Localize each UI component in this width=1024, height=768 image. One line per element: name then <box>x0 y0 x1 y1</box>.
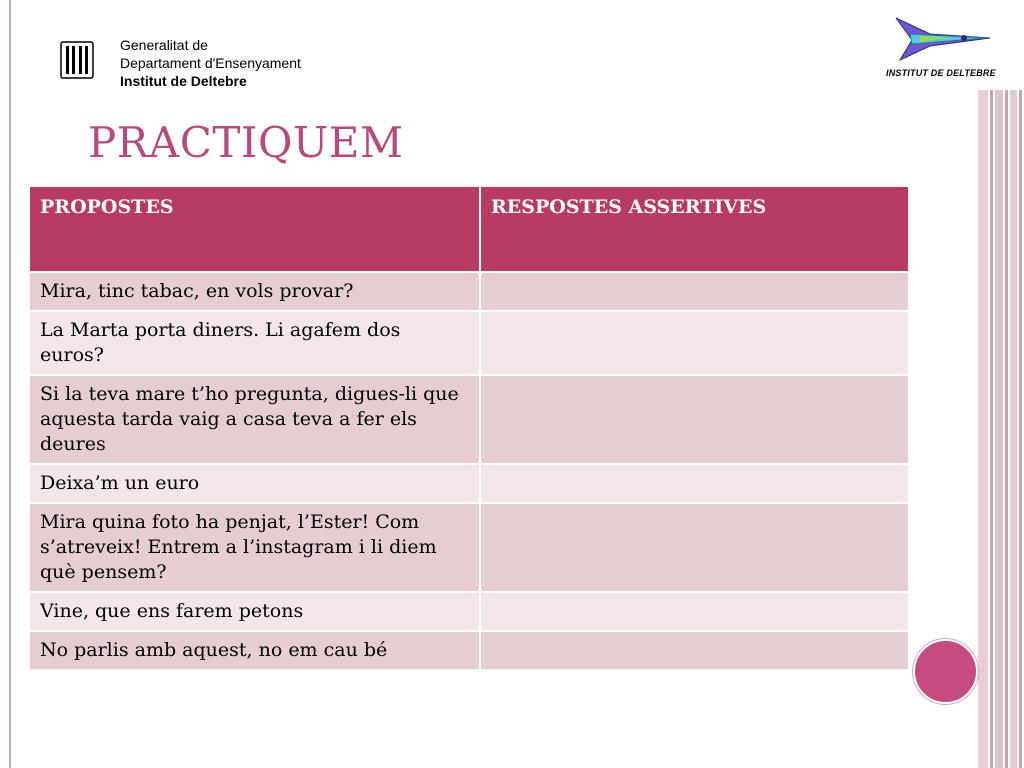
org-line-2: Departament d'Ensenyament <box>120 55 301 71</box>
table-row <box>29 375 909 464</box>
generalitat-logo-icon <box>60 40 94 80</box>
table-row <box>29 503 909 592</box>
school-logo <box>878 10 1012 90</box>
answer-cell[interactable] <box>480 631 909 670</box>
table-row <box>29 272 909 311</box>
organization-header <box>120 36 301 90</box>
column-header-assertive-answers: RESPOSTES ASSERTIVES <box>480 186 909 272</box>
proposal-cell: Deixa’m un euro <box>29 464 480 503</box>
org-line-3: Institut de Deltebre <box>120 73 247 89</box>
left-decorative-line <box>9 0 11 768</box>
rocket-icon <box>890 14 996 66</box>
right-decorative-stripe <box>990 90 993 768</box>
right-decorative-stripe <box>978 90 988 768</box>
right-decorative-stripe <box>1019 90 1022 768</box>
proposal-cell: La Marta porta diners. Li agafem dos euros? <box>29 311 480 375</box>
decorative-circle <box>913 639 978 704</box>
answer-cell[interactable] <box>480 311 909 375</box>
column-header-proposals: PROPOSTES <box>29 186 480 272</box>
proposal-cell: Si la teva mare t’ho pregunta, digues-li que aquesta tarda vaig a casa teva a fer els deures <box>29 375 480 464</box>
org-line-1: Generalitat de <box>120 37 208 53</box>
right-decorative-stripe <box>1010 90 1017 768</box>
table-header-row <box>29 186 909 272</box>
page-title: PRACTIQUEM <box>88 118 404 167</box>
table-row <box>29 311 909 375</box>
table-row <box>29 592 909 631</box>
answer-cell[interactable] <box>480 272 909 311</box>
answer-cell[interactable] <box>480 592 909 631</box>
right-decorative-stripe <box>995 90 1003 768</box>
proposal-cell: Mira, tinc tabac, en vols provar? <box>29 272 480 311</box>
answer-cell[interactable] <box>480 464 909 503</box>
proposal-cell: No parlis amb aquest, no em cau bé <box>29 631 480 670</box>
answer-cell[interactable] <box>480 503 909 592</box>
table-row <box>29 631 909 670</box>
answer-cell[interactable] <box>480 375 909 464</box>
school-logo-text: INSTITUT DE DELTEBRE <box>886 68 996 78</box>
proposal-cell: Mira quina foto ha penjat, l’Ester! Com s’atreveix! Entrem a l’instagram i li diem què pensem? <box>29 503 480 592</box>
table-row <box>29 464 909 503</box>
practice-table <box>28 185 910 671</box>
proposal-cell: Vine, que ens farem petons <box>29 592 480 631</box>
right-decorative-stripe <box>1005 90 1008 768</box>
